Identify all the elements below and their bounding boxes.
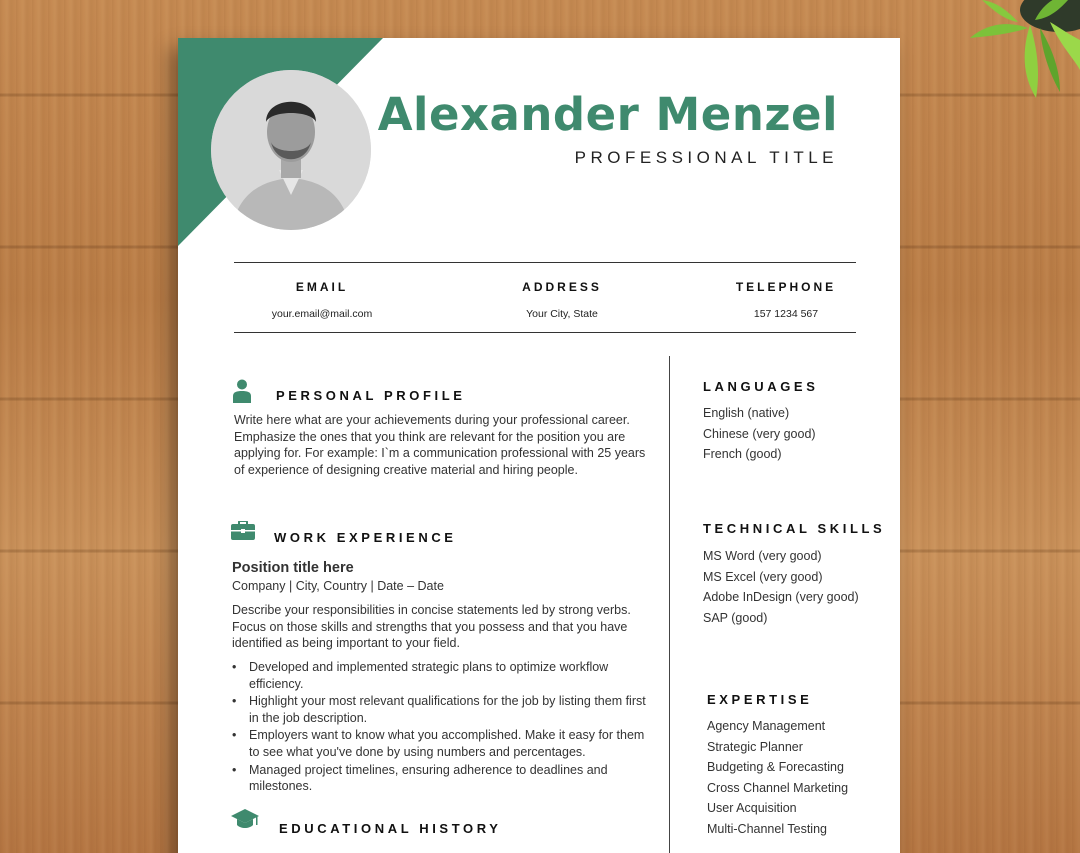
list-item: • Employers want to know what you accomplished. Make it easy for them to see what you've done by using numbers and percentages. bbox=[232, 727, 652, 760]
resume-name: Alexander Menzel bbox=[377, 88, 838, 141]
header-divider-top bbox=[234, 262, 856, 263]
list-item: SAP (good) bbox=[703, 610, 768, 625]
languages-list bbox=[703, 403, 816, 465]
technical-skills-heading: TECHNICAL SKILLS bbox=[703, 521, 886, 536]
personal-profile-text: Write here what are your achievements during your professional career. Emphasize the ones that you think are relevant for the position you are applying for. For example: I`m a communication professional with 25 years of experience of designing creative material and hiring people. bbox=[234, 413, 646, 477]
expertise-list bbox=[707, 716, 848, 840]
job-description: Describe your responsibilities in concise statements led by strong verbs. Focus on those skills and strengths that you possess and that you have identified as being important to your field. bbox=[232, 603, 631, 651]
list-item: Multi-Channel Testing bbox=[707, 821, 827, 836]
resume-page bbox=[178, 38, 900, 853]
job-meta: Company | City, Country | Date – Date bbox=[232, 579, 444, 593]
contact-telephone bbox=[676, 280, 896, 320]
list-item: Agency Management bbox=[707, 719, 826, 733]
educational-history-heading: EDUCATIONAL HISTORY bbox=[279, 821, 502, 836]
contact-label: TELEPHONE bbox=[735, 280, 837, 294]
expertise-heading: EXPERTISE bbox=[707, 692, 813, 707]
list-item: Chinese (very good) bbox=[703, 426, 816, 441]
list-item: French (good) bbox=[703, 447, 782, 462]
graduation-cap-icon bbox=[231, 809, 259, 831]
profile-photo bbox=[211, 70, 371, 230]
job-bullets bbox=[232, 659, 652, 796]
header-divider-bottom bbox=[234, 332, 856, 333]
list-item: Budgeting & Forecasting bbox=[707, 760, 844, 775]
list-item: • Managed project timelines, ensuring adherence to deadlines and milestones. bbox=[232, 762, 652, 795]
list-item: MS Word (very good) bbox=[703, 549, 822, 563]
contact-address bbox=[452, 280, 672, 320]
contact-value: 157 1234 567 bbox=[753, 308, 819, 320]
list-item: English (native) bbox=[703, 406, 790, 420]
contact-label: EMAIL bbox=[295, 280, 349, 294]
briefcase-icon bbox=[231, 521, 255, 540]
list-item: Strategic Planner bbox=[707, 739, 803, 754]
column-divider bbox=[669, 356, 670, 853]
person-icon bbox=[233, 379, 251, 403]
contact-value: your.email@mail.com bbox=[271, 308, 373, 320]
personal-profile-heading: PERSONAL PROFILE bbox=[276, 388, 466, 403]
list-item: • Developed and implemented strategic plans to optimize workflow efficiency. bbox=[232, 659, 652, 692]
list-item: User Acquisition bbox=[707, 801, 797, 816]
job-position-title: Position title here bbox=[232, 560, 354, 576]
technical-skills-list bbox=[703, 546, 859, 628]
professional-title: PROFESSIONAL TITLE bbox=[574, 148, 838, 167]
plant-decoration bbox=[910, 0, 1080, 110]
languages-heading: LANGUAGES bbox=[703, 379, 819, 394]
contact-email bbox=[212, 280, 432, 320]
contact-label: ADDRESS bbox=[522, 280, 602, 294]
work-experience-heading: WORK EXPERIENCE bbox=[274, 530, 457, 545]
contact-value: Your City, State bbox=[526, 308, 598, 320]
list-item: MS Excel (very good) bbox=[703, 569, 823, 584]
list-item: • Highlight your most relevant qualifications for the job by listing them first in the job description. bbox=[232, 693, 652, 726]
list-item: Cross Channel Marketing bbox=[707, 780, 849, 795]
list-item: Adobe InDesign (very good) bbox=[703, 590, 859, 605]
